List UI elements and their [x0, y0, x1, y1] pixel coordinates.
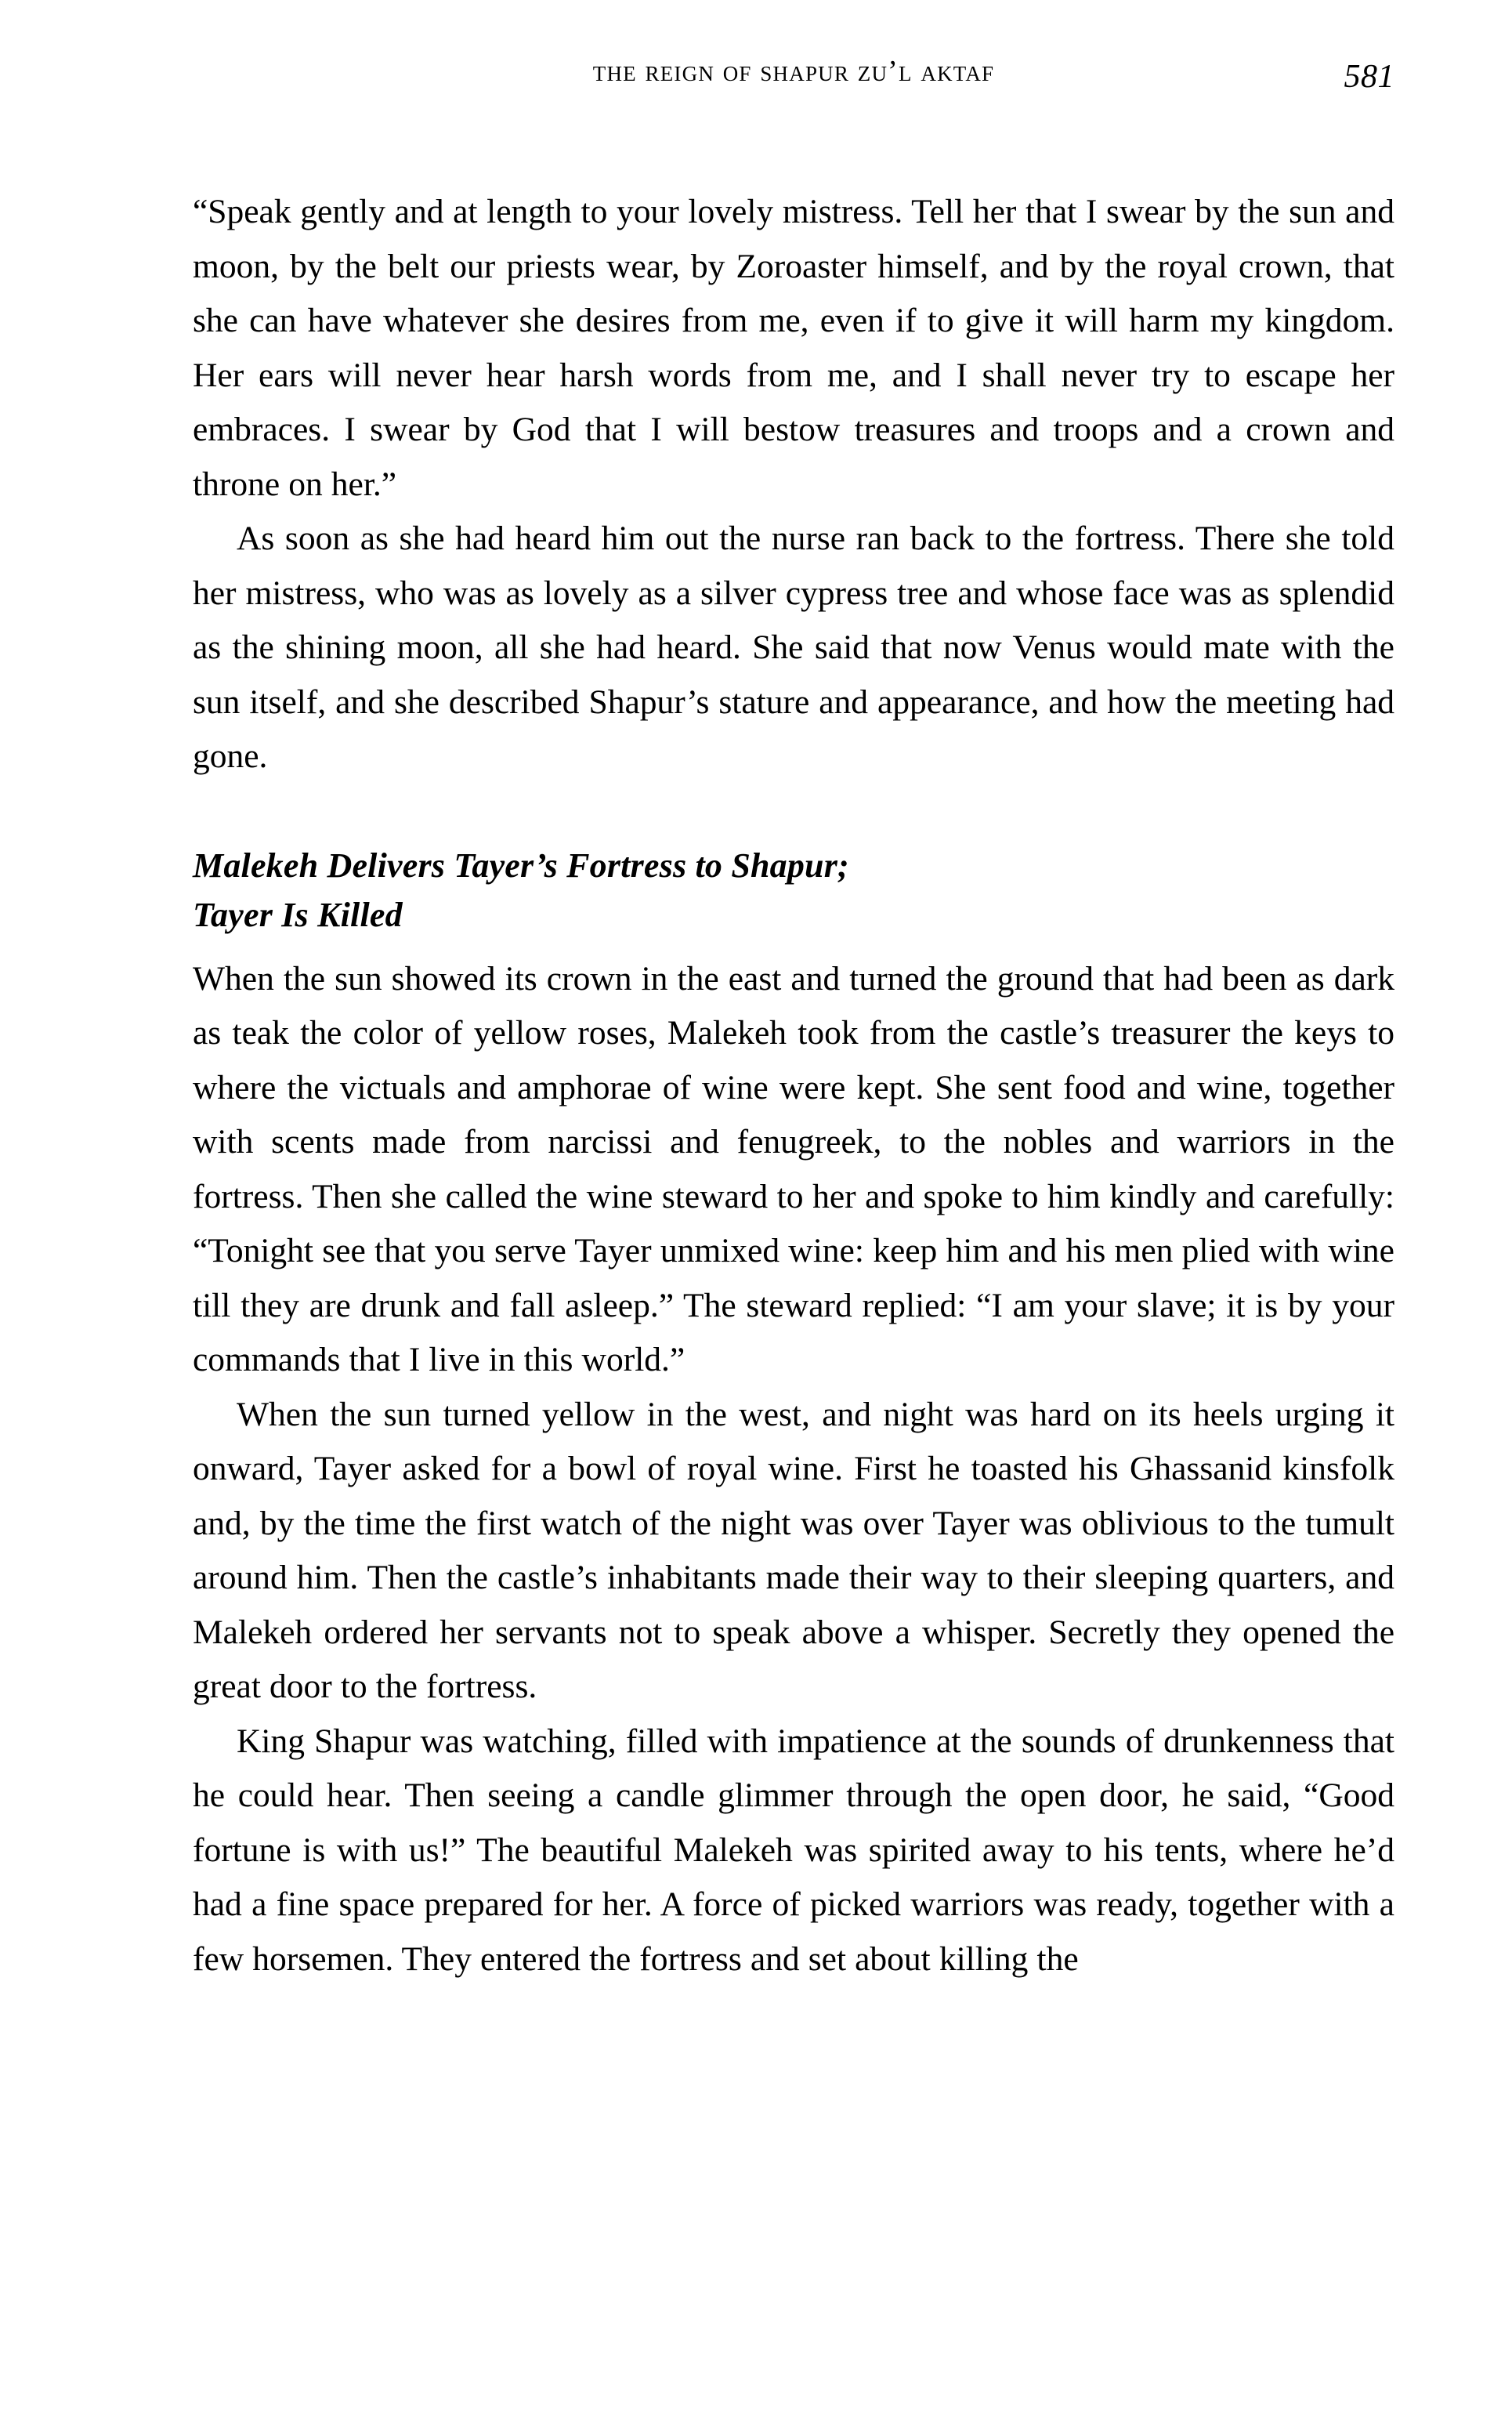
- paragraph: When the sun showed its crown in the east and turned the ground that had been as dark as teak the color of yellow roses, Malekeh took from the castle’s treasurer the keys to where the victuals and amphorae of wine were kept. She sent food and wine, together with scents made from narcissi and fenugreek, to the nobles and warriors in the fortress. Then she called the wine steward to her and spoke to him kindly and carefully: “Tonight see that you serve Tayer unmixed wine: keep him and his men plied with wine till they are drunk and fall asleep.” The steward replied: “I am your slave; it is by your commands that I live in this world.”: [193, 959, 1394, 1378]
- text-block: [193, 185, 1394, 1987]
- running-head: [193, 56, 1394, 99]
- paragraph: When the sun turned yellow in the west, and night was hard on its heels urging it onward, Tayer asked for a bowl of royal wine. First he toasted his Ghassanid kinsfolk and, by the time the first watch of the night was over Tayer was oblivious to the tumult around him. Then the castle’s inhabitants made their way to their sleeping quarters, and Malekeh ordered her servants not to speak above a whisper. Secretly they opened the great door to the fortress.: [193, 1395, 1394, 1705]
- section-heading-line-2: Tayer Is Killed: [193, 895, 403, 934]
- page-number: 581: [1344, 59, 1394, 95]
- running-head-title: the reign of shapur zu’l aktaf: [592, 55, 995, 88]
- paragraph: As soon as she had heard him out the nurse ran back to the fortress. There she told her mistress, who was as lovely as a silver cypress tree and whose face was as splendid as the shining moon, all she had heard. She said that now Venus would mate with the sun itself, and she described Shapur’s stature and appearance, and how the meeting had gone.: [193, 520, 1394, 775]
- section-heading-group: [193, 841, 1394, 940]
- paragraph: King Shapur was watching, filled with impatience at the sounds of drunkenness that he could hear. Then seeing a candle glimmer through the open door, he said, “Good fortune is with us!” The beautiful Malekeh was spirited away to his tents, where he’d had a fine space prepared for her. A force of picked warriors was ready, together with a few horsemen. They entered the fortress and set about killing the: [193, 1722, 1394, 1978]
- paragraph: “Speak gently and at length to your lovely mistress. Tell her that I swear by the sun and moon, by the belt our priests wear, by Zoroaster himself, and by the royal crown, that she can have whatever she desires from me, even if to give it will harm my kingdom. Her ears will never hear harsh words from me, and I shall never try to escape her embraces. I swear by God that I will bestow treasures and troops and a crown and throne on her.”: [193, 193, 1394, 503]
- section-heading-line-1: Malekeh Delivers Tayer’s Fortress to Shapur;: [193, 846, 849, 885]
